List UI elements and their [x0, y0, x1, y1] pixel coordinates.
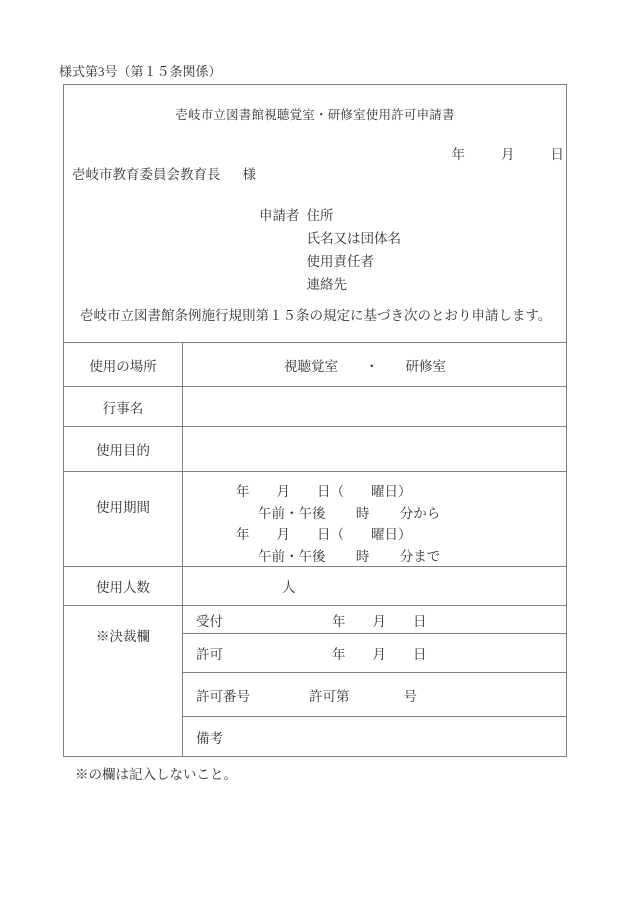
approval-label-permit: 許可 — [196, 647, 223, 662]
row-value-period — [183, 472, 566, 566]
row-value-event-name — [183, 387, 566, 426]
period-end-time-line: 午前・午後 時 分まで — [258, 548, 441, 564]
approval-row-permit — [183, 634, 566, 673]
applicant-field-address: 住所 — [306, 208, 334, 223]
row-value-place: 視聴覚室 ・ 研修室 — [284, 358, 446, 374]
approval-value-permit-number: 許可第 号 — [309, 688, 417, 704]
addressee-line — [72, 163, 256, 183]
application-table — [64, 342, 566, 756]
row-label-place: 使用の場所 — [64, 343, 183, 386]
approval-row-reception — [183, 606, 566, 634]
date-month-label: 月 — [501, 147, 515, 162]
approval-row-remarks — [183, 717, 566, 756]
applicant-field-contact: 連絡先 — [306, 277, 347, 292]
form-title: 壱岐市立図書館視聴覚室・研修室使用許可申請書 — [175, 108, 455, 122]
statement-line: 壱岐市立図書館条例施行規則第１５条の規定に基づき次のとおり申請します。 — [80, 308, 552, 323]
form-number: 様式第3号（第１５条関係） — [59, 64, 222, 79]
approval-label-remarks: 備考 — [196, 730, 223, 746]
table-row-purpose — [64, 427, 566, 472]
date-year-label: 年 — [451, 147, 465, 162]
applicant-field-name-or-group: 氏名又は団体名 — [306, 231, 401, 246]
applicant-label: 申請者 — [259, 208, 300, 223]
applicant-block — [259, 204, 401, 296]
date-line — [452, 143, 565, 163]
addressee-honorific: 様 — [242, 167, 256, 182]
approval-label-permit-number: 許可番号 — [196, 688, 250, 704]
row-label-approval: ※決裁欄 — [64, 606, 183, 756]
table-row-period — [64, 472, 566, 567]
approval-label-reception: 受付 — [196, 613, 223, 629]
approval-subtable — [183, 606, 566, 756]
form-border-box — [63, 84, 567, 757]
table-row-approval — [64, 606, 566, 756]
date-day-label: 日 — [550, 147, 564, 162]
applicant-fields — [307, 204, 402, 296]
period-start-date-line: 年 月 日（ 曜日） — [236, 484, 412, 499]
row-value-purpose — [183, 427, 566, 471]
table-row-event-name — [64, 387, 566, 427]
applicant-field-responsible-person: 使用責任者 — [306, 254, 374, 269]
row-value-people-count: 人 — [282, 580, 296, 595]
table-row-place — [64, 343, 566, 387]
addressee-name: 壱岐市教育委員会教育長 — [72, 167, 221, 182]
approval-value-reception: 年 月 日 — [332, 613, 427, 629]
row-label-event-name: 行事名 — [64, 387, 183, 426]
period-end-date-line: 年 月 日（ 曜日） — [236, 527, 412, 542]
row-label-purpose: 使用目的 — [64, 427, 183, 471]
approval-row-permit-number — [183, 673, 566, 717]
table-row-people-count — [64, 567, 566, 606]
footnote: ※の欄は記入しないこと。 — [75, 767, 237, 782]
approval-value-permit: 年 月 日 — [332, 647, 427, 662]
row-label-people-count: 使用人数 — [64, 567, 183, 605]
row-label-period: 使用期間 — [64, 472, 183, 566]
period-start-time-line: 午前・午後 時 分から — [258, 505, 441, 521]
